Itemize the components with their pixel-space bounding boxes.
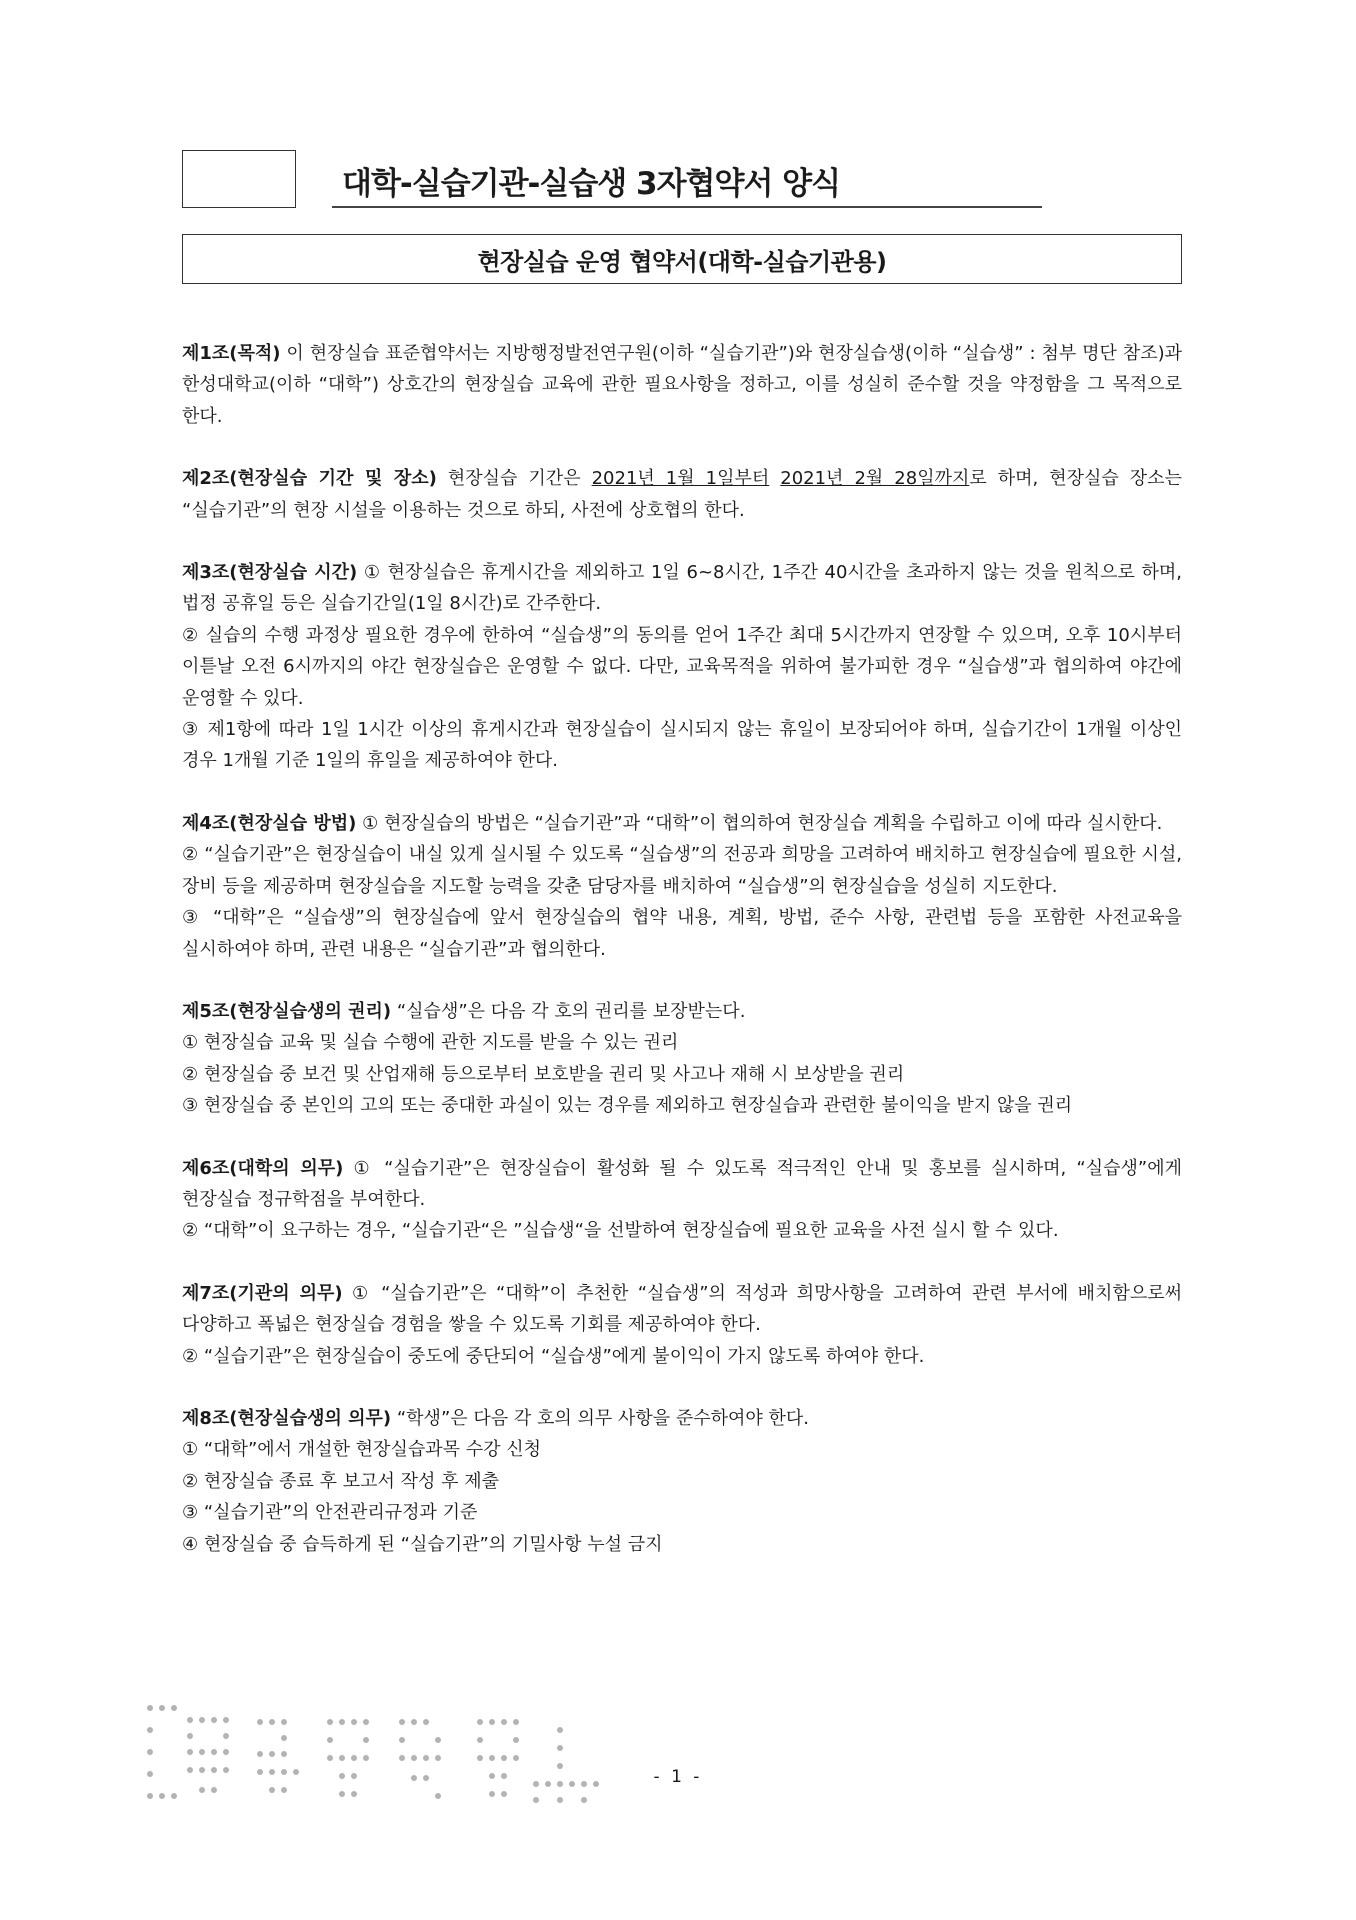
article-text: ① 현장실습의 방법은 “실습기관”과 “대학”이 협의하여 현장실습 계획을 수립하고 이에 따라 실시한다. (356, 812, 1163, 834)
article-text: ① 현장실습은 휴게시간을 제외하고 1일 6~8시간, 1주간 40시간을 초과하지 않는 것을 원칙으로 하며, 법정 공휴일 등은 실습기간일(1일 8시간)로 간주한다. (182, 562, 1182, 615)
subtitle-box (182, 234, 1182, 284)
list-item: ② 현장실습 종료 후 보고서 작성 후 제출 (182, 1470, 500, 1492)
list-item: ② 현장실습 중 보건 및 산업재해 등으로부터 보호받을 권리 및 사고나 재해 시 보상받을 권리 (182, 1063, 905, 1085)
paragraph: ③ 제1항에 따라 1일 1시간 이상의 휴게시간과 현장실습이 실시되지 않는 휴일이 보장되어야 하며, 실습기간이 1개월 이상인 경우 1개월 기준 1일의 휴일을 제공하여야 한다. (182, 719, 1182, 772)
article-text: 로 하며, 현장실습 장소는 “실습기관”의 현장 시설을 이용하는 것으로 하되, 사전에 상호협의 한다. (182, 468, 1182, 521)
paragraph (182, 996, 1182, 1027)
perforation-seal-mark (140, 1700, 630, 1810)
list-item: ① “대학”에서 개설한 현장실습과목 수강 신청 (182, 1439, 541, 1461)
article-heading: 제3조(현장실습 시간) (182, 562, 358, 584)
start-date: 2021년 1월 1일부터 (591, 468, 770, 490)
paragraph (182, 1278, 1182, 1341)
article-text: “학생”은 다음 각 호의 의무 사항을 준수하여야 한다. (391, 1407, 810, 1429)
article-heading: 제4조(현장실습 방법) (182, 812, 357, 834)
paragraph: ③ “대학”은 “실습생”의 현장실습에 앞서 현장실습의 협약 내용, 계획, 방법, 준수 사항, 관련법 등을 포함한 사전교육을 실시하여야 하며, 관련 내용은 “실습기관”과 협의한다. (182, 907, 1182, 960)
article-text: 이 현장실습 표준협약서는 지방행정발전연구원(이하 “실습기관”)와 현장실습생(이하 “실습생” : 첨부 명단 참조)과 한성대학교(이하 “대학”) 상호간의 현장실습 교육에 관한 필요사항을 정하고, 이를 성실히 준수할 것을 약정함을 그 목적으로 한다. (182, 343, 1182, 427)
paragraph: ② “실습기관”은 현장실습이 내실 있게 실시될 수 있도록 “실습생”의 전공과 희망을 고려하여 배치하고 현장실습에 필요한 시설, 장비 등을 제공하며 현장실습을 지도할 능력을 갖춘 담당자를 배치하여 “실습생”의 현장실습을 성실히 지도한다. (182, 844, 1182, 897)
paragraph: ② 실습의 수행 과정상 필요한 경우에 한하여 “실습생”의 동의를 얻어 1주간 최대 5시간까지 연장할 수 있으며, 오후 10시부터 이튿날 오전 6시까지의 야간 현장실습은 운영할 수 없다. 다만, 교육목적을 위하여 불가피한 경우 “실습생”과 협의하여 야간에 운영할 수 있다. (182, 624, 1182, 709)
paragraph: ② “대학”이 요구하는 경우, “실습기관“은 ”실습생“을 선발하여 현장실습에 필요한 교육을 사전 실시 할 수 있다. (182, 1220, 1059, 1242)
article-3 (182, 557, 1182, 777)
article-text: ① “실습기관”은 “대학”이 추천한 “실습생”의 적성과 희망사항을 고려하여 관련 부서에 배치함으로써 다양하고 폭넓은 현장실습 경험을 쌓을 수 있도록 기회를 제공하여야 한다. (182, 1282, 1182, 1336)
article-heading: 제1조(목적) (182, 343, 281, 364)
document-body (182, 338, 1182, 1591)
paragraph (182, 1153, 1182, 1216)
paragraph (182, 557, 1182, 620)
list-item: ① 현장실습 교육 및 실습 수행에 관한 지도를 받을 수 있는 권리 (182, 1032, 679, 1054)
page-number: - 1 - (653, 1767, 703, 1787)
article-heading: 제8조(현장실습생의 의무) (182, 1407, 392, 1429)
list-item: ③ “실습기관”의 안전관리규정과 기준 (182, 1502, 478, 1524)
document-header (182, 150, 1182, 208)
paragraph: ② “실습기관”은 현장실습이 중도에 중단되어 “실습생”에게 불이익이 가지 않도록 하여야 한다. (182, 1345, 925, 1367)
article-heading: 제6조(대학의 의무) (182, 1157, 344, 1179)
paragraph (182, 338, 1182, 432)
article-1 (182, 338, 1182, 432)
article-4 (182, 808, 1182, 965)
article-5 (182, 996, 1182, 1122)
paragraph (182, 1403, 1182, 1434)
header-box (182, 150, 296, 208)
article-text: ① “실습기관”은 현장실습이 활성화 될 수 있도록 적극적인 안내 및 홍보를 실시하며, “실습생”에게 현장실습 정규학점을 부여한다. (182, 1157, 1182, 1210)
article-text: “실습생”은 다음 각 호의 권리를 보장받는다. (391, 1000, 746, 1022)
paragraph (182, 808, 1182, 839)
list-item: ③ 현장실습 중 본인의 고의 또는 중대한 과실이 있는 경우를 제외하고 현장실습과 관련한 불이익을 받지 않을 권리 (182, 1095, 1073, 1117)
article-text (769, 468, 780, 489)
paragraph (182, 463, 1182, 526)
document-subtitle: 현장실습 운영 협약서(대학-실습기관용) (477, 247, 887, 276)
article-8 (182, 1403, 1182, 1560)
article-2 (182, 463, 1182, 526)
list-item: ④ 현장실습 중 습득하게 된 “실습기관”의 기밀사항 누설 금지 (182, 1533, 663, 1555)
article-heading: 제7조(기관의 의무) (182, 1282, 343, 1304)
document-title: 대학-실습기관-실습생 3자협약서 양식 (342, 166, 841, 202)
title-underline (332, 206, 1042, 208)
article-7 (182, 1278, 1182, 1372)
article-6 (182, 1153, 1182, 1247)
end-date: 2021년 2월 28일까지 (780, 468, 970, 490)
article-heading: 제2조(현장실습 기간 및 장소) (182, 468, 437, 490)
article-heading: 제5조(현장실습생의 권리) (182, 1000, 392, 1022)
article-text: 현장실습 기간은 (436, 468, 592, 490)
